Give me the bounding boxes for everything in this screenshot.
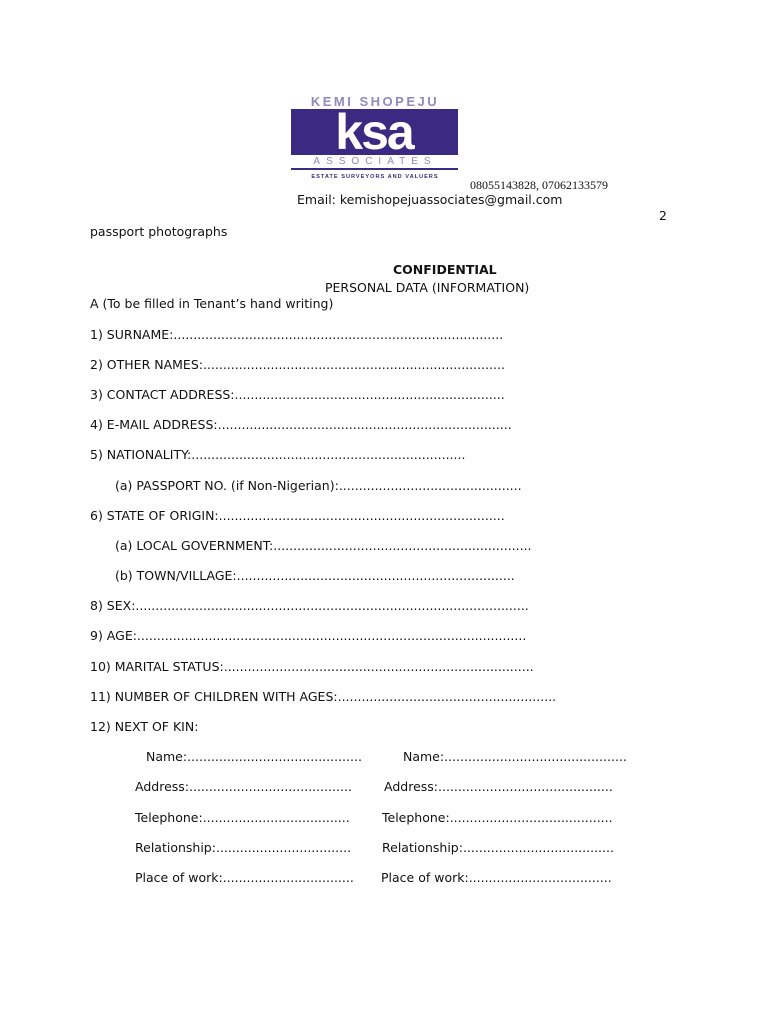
passport-note: passport photographs	[90, 224, 228, 239]
kin2-relationship: Relationship:......................................	[382, 840, 614, 855]
document-subtitle: PERSONAL DATA (INFORMATION)	[325, 280, 530, 295]
kin1-relationship: Relationship:..................................	[135, 840, 352, 855]
field-sex: 8) SEX:...................................................................................................	[90, 598, 529, 613]
kin2-address: Address:............................................	[384, 779, 613, 794]
field-state-of-origin: 6) STATE OF ORIGIN:........................................................................	[90, 508, 505, 523]
field-marital-status: 10) MARITAL STATUS:..............................................................................	[90, 659, 534, 674]
logo-monogram: ksa	[335, 104, 413, 160]
kin2-place-of-work: Place of work:....................................	[381, 870, 612, 885]
field-children: 11) NUMBER OF CHILDREN WITH AGES:.......................................................	[90, 689, 557, 704]
logo-tagline: ESTATE SURVEYORS AND VALUERS	[311, 174, 439, 180]
field-town-village: (b) TOWN/VILLAGE:......................................................................	[115, 568, 515, 583]
contact-phones: 08055143828, 07062133579	[470, 178, 608, 192]
field-email-address: 4) E-MAIL ADDRESS:..........................................................................	[90, 417, 512, 432]
contact-email: Email: kemishopejuassociates@gmail.com	[297, 192, 563, 207]
company-logo	[290, 94, 460, 180]
logo-subtitle: ASSOCIATES	[313, 156, 437, 167]
kin2-telephone: Telephone:.........................................	[382, 810, 613, 825]
kin1-place-of-work: Place of work:.................................	[135, 870, 354, 885]
fill-instruction: A (To be filled in Tenant’s hand writing)	[90, 296, 334, 311]
kin2-name: Name:..............................................	[403, 749, 627, 764]
field-passport-no: (a) PASSPORT NO. (if Non-Nigerian):..............................................	[115, 478, 522, 493]
logo-company-name: KEMI SHOPEJU	[310, 94, 440, 109]
document-title: CONFIDENTIAL	[393, 262, 497, 277]
field-age: 9) AGE:..................................................................................................	[90, 628, 527, 643]
page-number: 2	[659, 208, 667, 223]
field-next-of-kin: 12) NEXT OF KIN:	[90, 719, 199, 734]
field-other-names: 2) OTHER NAMES:............................................................................	[90, 357, 505, 372]
field-nationality: 5) NATIONALITY:.....................................................................	[90, 447, 466, 462]
kin1-telephone: Telephone:.....................................	[135, 810, 350, 825]
kin1-name: Name:............................................	[146, 749, 362, 764]
logo-rule	[291, 168, 458, 170]
field-surname: 1) SURNAME:...................................................................................	[90, 327, 504, 342]
field-contact-address: 3) CONTACT ADDRESS:....................................................................	[90, 387, 505, 402]
field-local-government: (a) LOCAL GOVERNMENT:.................................................................	[115, 538, 532, 553]
kin1-address: Address:.........................................	[135, 779, 352, 794]
